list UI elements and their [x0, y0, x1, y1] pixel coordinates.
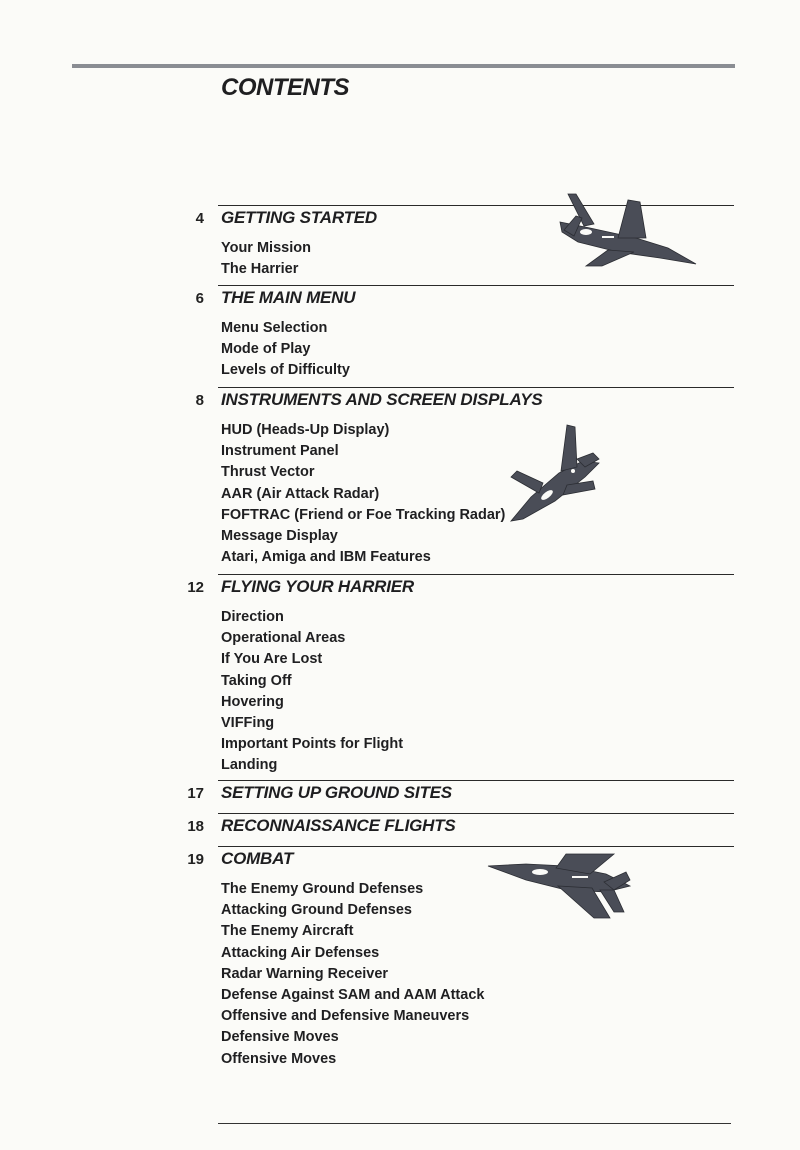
section-heading: FLYING YOUR HARRIER [221, 577, 414, 596]
section-rule [218, 846, 734, 847]
toc-entry: Mode of Play [221, 341, 311, 358]
section-page-number: 6 [195, 290, 204, 307]
section-page-number: 19 [187, 851, 204, 868]
toc-entry: If You Are Lost [221, 651, 323, 668]
toc-entry: Thrust Vector [221, 464, 315, 481]
toc-entry: Menu Selection [221, 320, 328, 336]
section-items [221, 318, 350, 382]
toc-entry: VIFFing [221, 715, 275, 732]
section-heading: COMBAT [221, 849, 294, 868]
toc-entry: Defensive Moves [221, 1029, 339, 1046]
section-page-number: 12 [187, 579, 204, 596]
section-rule [218, 780, 734, 781]
section-items [221, 879, 484, 1070]
section-items [221, 607, 403, 777]
toc-entry: Direction [221, 609, 284, 625]
section-heading: GETTING STARTED [221, 208, 377, 227]
section-page-number: 8 [195, 392, 204, 409]
toc-entry: Landing [221, 757, 278, 774]
section-rule [218, 813, 734, 814]
section-items [221, 238, 311, 280]
section-heading: RECONNAISSANCE FLIGHTS [221, 816, 456, 835]
section-rule [218, 285, 734, 286]
toc-entry: FOFTRAC (Friend or Foe Tracking Radar) [221, 506, 506, 523]
toc-entry: Atari, Amiga and IBM Features [221, 549, 431, 566]
section-page-number: 17 [187, 785, 204, 802]
bottom-rule [218, 1123, 731, 1124]
toc-entry: Important Points for Flight [221, 736, 404, 753]
section-items [221, 420, 505, 568]
toc-entry: Levels of Difficulty [221, 362, 350, 379]
section-heading: SETTING UP GROUND SITES [221, 783, 452, 802]
toc-entry: The Enemy Ground Defenses [221, 881, 424, 897]
toc-entry: Hovering [221, 693, 284, 710]
jet-aircraft-illustration-icon [503, 423, 605, 523]
toc-entry: Instrument Panel [221, 443, 339, 460]
toc-entry: Your Mission [221, 240, 311, 256]
section-heading: INSTRUMENTS AND SCREEN DISPLAYS [221, 390, 543, 409]
toc-entry: Taking Off [221, 672, 292, 689]
page-title: CONTENTS [221, 74, 349, 101]
toc-entry: Message Display [221, 528, 338, 545]
section-rule [218, 574, 734, 575]
toc-entry: Offensive Moves [221, 1050, 337, 1067]
jet-aircraft-illustration-icon [556, 192, 702, 268]
toc-entry: AAR (Air Attack Radar) [221, 485, 380, 502]
toc-entry: Defense Against SAM and AAM Attack [221, 987, 485, 1004]
section-page-number: 18 [187, 818, 204, 835]
toc-entry: Attacking Ground Defenses [221, 902, 412, 919]
toc-entry: Radar Warning Receiver [221, 965, 389, 982]
toc-entry: Operational Areas [221, 630, 346, 647]
toc-entry: The Enemy Aircraft [221, 923, 354, 940]
toc-entry: HUD (Heads-Up Display) [221, 422, 390, 438]
toc-entry: The Harrier [221, 261, 299, 278]
section-page-number: 4 [195, 210, 204, 227]
toc-entry: Offensive and Defensive Maneuvers [221, 1008, 470, 1025]
toc-entry: Attacking Air Defenses [221, 944, 380, 961]
section-heading: THE MAIN MENU [221, 288, 356, 307]
section-rule [218, 387, 734, 388]
jet-aircraft-illustration-icon [486, 852, 634, 924]
